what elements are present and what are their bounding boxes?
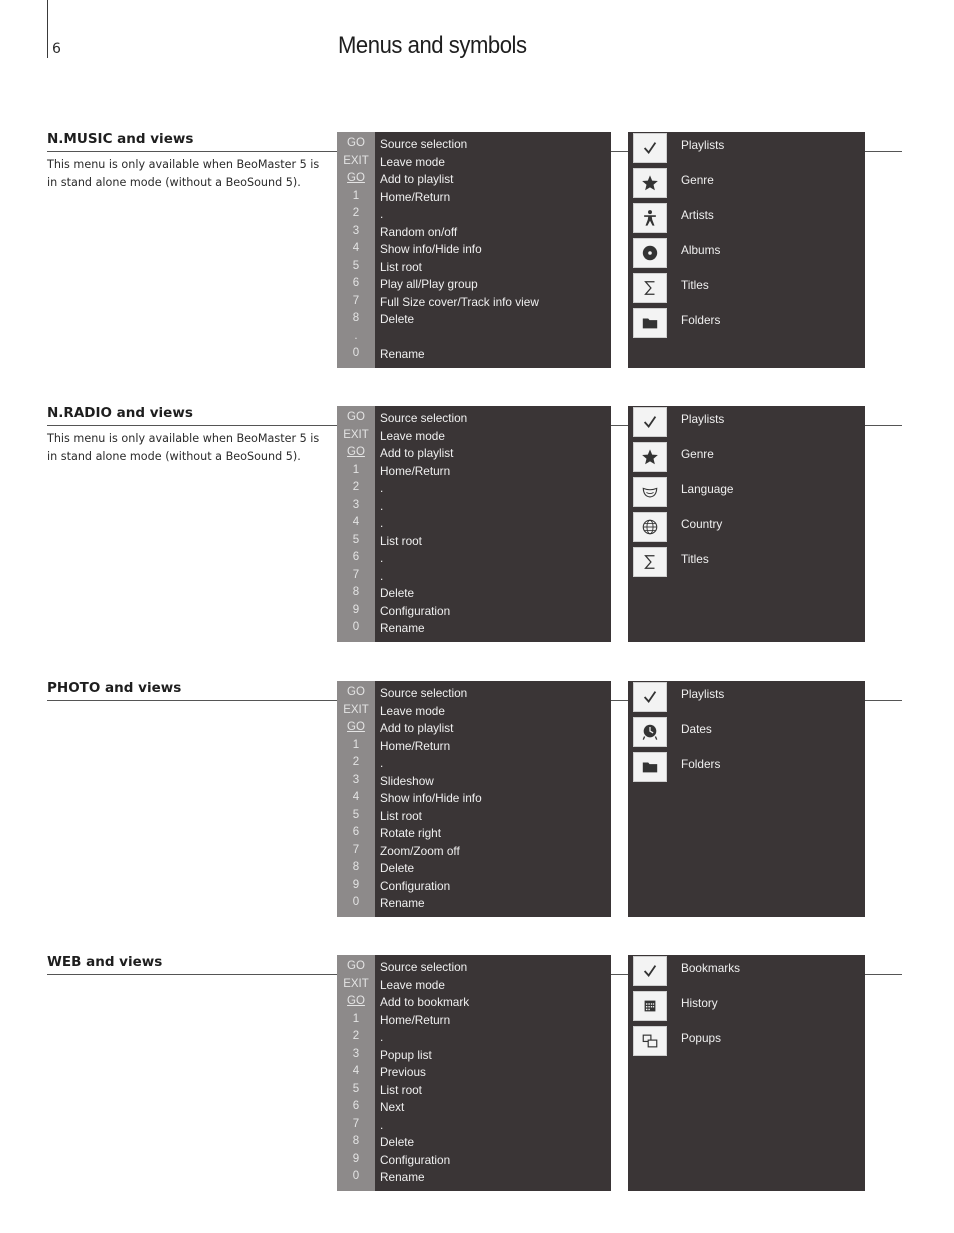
menu-row [337, 136, 611, 154]
view-item [628, 168, 865, 203]
remote-key: 2 [352, 481, 360, 493]
menu-section [0, 955, 954, 1195]
view-item [628, 133, 865, 168]
menu-label: Leave mode [380, 428, 445, 443]
remote-key: 5 [352, 808, 360, 821]
sigma-icon [633, 273, 667, 303]
margin-rule [47, 0, 48, 58]
menu-label: Rename [380, 896, 425, 910]
menu-row [337, 720, 611, 738]
menu-section [0, 406, 954, 646]
menu-label: Show info/Hide info [380, 242, 482, 256]
menu-row [337, 533, 611, 551]
remote-key: 2 [352, 756, 360, 768]
check-icon [633, 956, 667, 986]
remote-key: 7 [352, 843, 360, 856]
remote-key: 0 [352, 621, 360, 633]
view-item [628, 1026, 865, 1061]
remote-key: 1 [352, 189, 360, 202]
section-heading: N.RADIO and views [47, 405, 193, 421]
remote-key-menu [337, 681, 611, 917]
menu-label: Zoom/Zoom off [380, 843, 460, 858]
remote-key: 7 [352, 568, 360, 581]
view-label: Albums [681, 243, 721, 257]
view-item [628, 717, 865, 752]
folder-icon [633, 308, 667, 338]
remote-key: . [354, 329, 358, 342]
view-label: Genre [681, 173, 714, 187]
remote-key: 6 [352, 277, 360, 289]
menu-row [337, 463, 611, 481]
menu-row [337, 1047, 611, 1065]
view-label: Dates [681, 722, 712, 736]
menu-row [337, 206, 611, 224]
check-icon [633, 682, 667, 712]
menu-row [337, 685, 611, 703]
view-item [628, 308, 865, 343]
menu-label: . [380, 551, 384, 565]
menu-label: Configuration [380, 603, 451, 618]
menu-row [337, 498, 611, 516]
menu-row [337, 843, 611, 861]
views-panel [628, 406, 865, 642]
menu-label: Leave mode [380, 154, 445, 169]
menu-row [337, 1029, 611, 1047]
remote-key: GO [347, 721, 365, 733]
menu-row [337, 959, 611, 977]
view-label: Folders [681, 313, 721, 327]
menu-row [337, 189, 611, 207]
menu-row [337, 738, 611, 756]
view-item [628, 682, 865, 717]
menu-row [337, 259, 611, 277]
menu-label: Leave mode [380, 703, 445, 718]
language-icon [633, 477, 667, 507]
menu-label: . [380, 207, 384, 221]
section-rule [865, 700, 902, 701]
remote-key: 7 [352, 1117, 360, 1130]
menu-row [337, 1012, 611, 1030]
menu-label: Delete [380, 1135, 415, 1149]
section-rule [47, 425, 337, 426]
menu-label: Delete [380, 586, 415, 600]
section-rule [611, 700, 628, 701]
menu-label: . [380, 498, 384, 513]
menu-label: List root [380, 259, 422, 274]
views-panel [628, 955, 865, 1191]
view-item [628, 407, 865, 442]
remote-key: 9 [352, 1152, 360, 1165]
menu-row [337, 428, 611, 446]
menu-row [337, 171, 611, 189]
page-number: 6 [52, 41, 61, 57]
view-item [628, 752, 865, 787]
view-label: Playlists [681, 138, 725, 152]
menu-row [337, 410, 611, 428]
remote-key: 3 [352, 224, 360, 237]
disc-icon [633, 238, 667, 268]
folder-icon [633, 752, 667, 782]
remote-key: 5 [352, 533, 360, 546]
remote-key: 3 [352, 498, 360, 511]
section-rule [865, 974, 902, 975]
view-label: Artists [681, 208, 714, 222]
menu-row [337, 329, 611, 347]
menu-label: Show info/Hide info [380, 791, 482, 805]
remote-key: 0 [352, 347, 360, 359]
remote-key: GO [347, 960, 365, 972]
view-item [628, 203, 865, 238]
menu-label: Source selection [380, 960, 468, 974]
remote-key: EXIT [343, 703, 369, 716]
sigma-icon [633, 547, 667, 577]
section-rule [47, 151, 337, 152]
menu-row [337, 1064, 611, 1082]
menu-row [337, 515, 611, 533]
menu-section [0, 681, 954, 921]
menu-row [337, 241, 611, 259]
menu-label: Source selection [380, 686, 468, 700]
section-rule [47, 974, 337, 975]
menu-row [337, 994, 611, 1012]
remote-key: 8 [352, 586, 360, 598]
view-label: Titles [681, 278, 709, 292]
view-item [628, 956, 865, 991]
remote-key: 1 [352, 1012, 360, 1025]
remote-key: 7 [352, 294, 360, 307]
menu-row [337, 825, 611, 843]
section-rule [611, 974, 628, 975]
remote-key: 5 [352, 1082, 360, 1095]
menu-row [337, 808, 611, 826]
menu-row [337, 1117, 611, 1135]
menu-row [337, 1169, 611, 1187]
star-icon [633, 442, 667, 472]
menu-label: Leave mode [380, 977, 445, 992]
section-heading: PHOTO and views [47, 680, 182, 696]
view-label: Bookmarks [681, 961, 741, 975]
menu-row [337, 620, 611, 638]
view-label: Playlists [681, 687, 725, 701]
view-item [628, 547, 865, 582]
view-item [628, 477, 865, 512]
menu-row [337, 1134, 611, 1152]
view-label: Folders [681, 757, 721, 771]
remote-key: 2 [352, 1030, 360, 1042]
view-item [628, 238, 865, 273]
menu-row [337, 224, 611, 242]
view-label: Titles [681, 552, 709, 566]
check-icon [633, 133, 667, 163]
remote-key: GO [347, 137, 365, 149]
remote-key: GO [347, 995, 365, 1007]
calendar-icon [633, 991, 667, 1021]
views-panel [628, 681, 865, 917]
globe-icon [633, 512, 667, 542]
menu-label: Slideshow [380, 773, 434, 788]
menu-label: List root [380, 533, 422, 548]
menu-label: Add to playlist [380, 446, 454, 460]
menu-label: Random on/off [380, 224, 458, 239]
remote-key: GO [347, 172, 365, 184]
menu-row [337, 895, 611, 913]
remote-key: GO [347, 446, 365, 458]
remote-key: 3 [352, 1047, 360, 1060]
menu-row [337, 154, 611, 172]
remote-key: 8 [352, 861, 360, 873]
menu-label: . [380, 1030, 384, 1044]
menu-row [337, 977, 611, 995]
menu-label: Rename [380, 1170, 425, 1184]
menu-label: Previous [380, 1065, 426, 1079]
section-rule [611, 425, 628, 426]
menu-row [337, 550, 611, 568]
menu-label: Next [380, 1100, 405, 1114]
views-panel [628, 132, 865, 368]
menu-section [0, 132, 954, 372]
remote-key-menu [337, 406, 611, 642]
remote-key: 9 [352, 603, 360, 616]
view-item [628, 273, 865, 308]
remote-key: EXIT [343, 154, 369, 167]
section-description: This menu is only available when BeoMaster 5 is in stand alone mode (without a BeoSound 5). [47, 158, 320, 189]
menu-label: Source selection [380, 137, 468, 151]
menu-row [337, 860, 611, 878]
view-item [628, 442, 865, 477]
person-icon [633, 203, 667, 233]
remote-key: GO [347, 411, 365, 423]
remote-key: 6 [352, 1100, 360, 1112]
view-item [628, 991, 865, 1026]
menu-label: Configuration [380, 878, 451, 893]
menu-label: Full Size cover/Track info view [380, 294, 539, 309]
menu-row [337, 346, 611, 364]
menu-label: Rotate right [380, 826, 441, 840]
remote-key: 6 [352, 826, 360, 838]
remote-key: EXIT [343, 428, 369, 441]
remote-key: 4 [352, 242, 360, 254]
windows-icon [633, 1026, 667, 1056]
menu-label: List root [380, 808, 422, 823]
star-icon [633, 168, 667, 198]
menu-row [337, 568, 611, 586]
menu-label: Delete [380, 861, 415, 875]
remote-key: 4 [352, 516, 360, 528]
menu-row [337, 276, 611, 294]
menu-row [337, 878, 611, 896]
menu-row [337, 480, 611, 498]
menu-row [337, 311, 611, 329]
menu-label: . [380, 516, 384, 530]
page-title: Menus and symbols [338, 32, 527, 59]
menu-row [337, 790, 611, 808]
view-item [628, 512, 865, 547]
menu-label: Home/Return [380, 463, 451, 478]
view-label: Playlists [681, 412, 725, 426]
remote-key: 4 [352, 791, 360, 803]
menu-row [337, 585, 611, 603]
menu-label: Add to playlist [380, 172, 454, 186]
remote-key: 5 [352, 259, 360, 272]
menu-label: Popup list [380, 1047, 432, 1062]
menu-label: Home/Return [380, 738, 451, 753]
section-rule [865, 425, 902, 426]
menu-label: Delete [380, 312, 415, 326]
remote-key: 8 [352, 1135, 360, 1147]
remote-key: 1 [352, 738, 360, 751]
menu-label: Rename [380, 347, 425, 361]
remote-key: 0 [352, 1170, 360, 1182]
view-label: Popups [681, 1031, 722, 1045]
check-icon [633, 407, 667, 437]
clock-icon [633, 717, 667, 747]
menu-row [337, 294, 611, 312]
remote-key: GO [347, 686, 365, 698]
menu-label: . [380, 1117, 384, 1132]
menu-label: . [380, 481, 384, 495]
menu-label: Home/Return [380, 1012, 451, 1027]
remote-key: 4 [352, 1065, 360, 1077]
remote-key: EXIT [343, 977, 369, 990]
menu-label: . [380, 568, 384, 583]
menu-row [337, 773, 611, 791]
menu-label: Rename [380, 621, 425, 635]
menu-row [337, 703, 611, 721]
section-rule [47, 700, 337, 701]
remote-key: 9 [352, 878, 360, 891]
remote-key: 2 [352, 207, 360, 219]
menu-label: List root [380, 1082, 422, 1097]
menu-row [337, 1152, 611, 1170]
remote-key-menu [337, 132, 611, 368]
remote-key: 6 [352, 551, 360, 563]
menu-row [337, 603, 611, 621]
section-heading: WEB and views [47, 954, 163, 970]
section-rule [865, 151, 902, 152]
view-label: Genre [681, 447, 714, 461]
menu-row [337, 1099, 611, 1117]
menu-label: Configuration [380, 1152, 451, 1167]
view-label: Country [681, 517, 723, 531]
section-heading: N.MUSIC and views [47, 131, 194, 147]
remote-key: 1 [352, 463, 360, 476]
menu-label: Source selection [380, 411, 468, 425]
menu-label: Add to playlist [380, 721, 454, 735]
remote-key: 0 [352, 896, 360, 908]
remote-key: 8 [352, 312, 360, 324]
menu-label: Home/Return [380, 189, 451, 204]
menu-label: Play all/Play group [380, 277, 478, 291]
section-description: This menu is only available when BeoMaster 5 is in stand alone mode (without a BeoSound 5). [47, 432, 320, 463]
view-label: Language [681, 482, 734, 496]
section-rule [611, 151, 628, 152]
menu-row [337, 755, 611, 773]
remote-key: 3 [352, 773, 360, 786]
view-label: History [681, 996, 718, 1010]
remote-key-menu [337, 955, 611, 1191]
menu-row [337, 1082, 611, 1100]
menu-label: . [380, 756, 384, 770]
menu-label: Add to bookmark [380, 995, 470, 1009]
menu-row [337, 445, 611, 463]
